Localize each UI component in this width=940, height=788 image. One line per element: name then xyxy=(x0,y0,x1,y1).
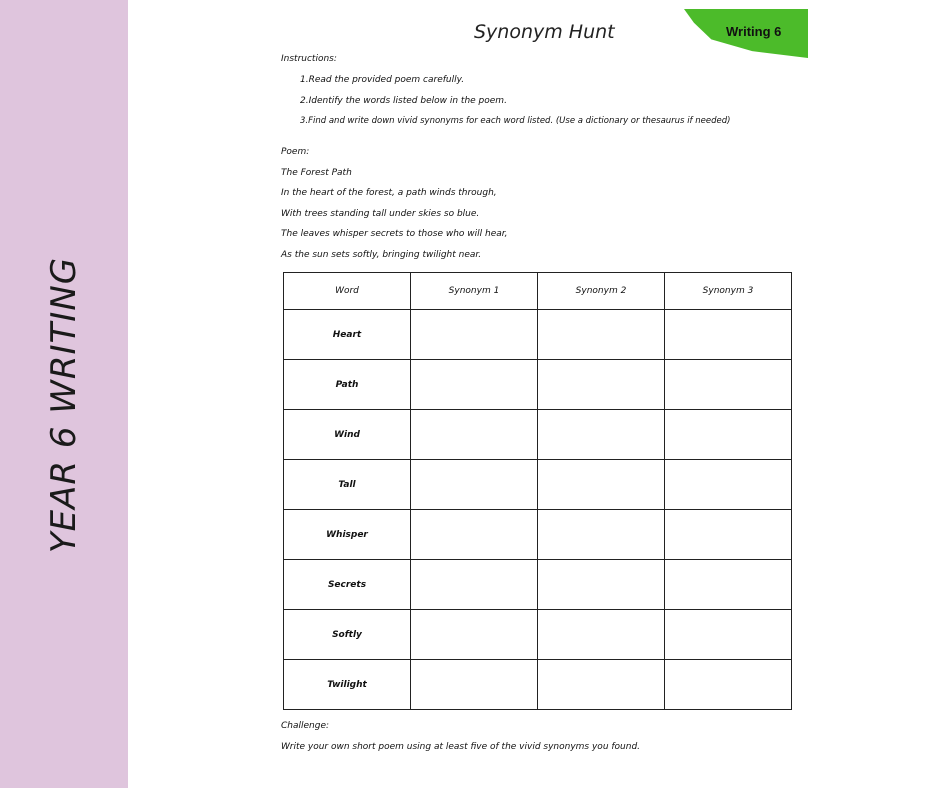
synonym-cell[interactable] xyxy=(411,310,538,360)
synonym-cell[interactable] xyxy=(665,560,792,610)
table-header-row xyxy=(284,273,792,310)
word-cell: Whisper xyxy=(284,510,411,560)
synonym-cell[interactable] xyxy=(665,360,792,410)
table-row xyxy=(284,560,792,610)
table-row xyxy=(284,660,792,710)
synonym-cell[interactable] xyxy=(665,510,792,560)
synonym-cell[interactable] xyxy=(538,360,665,410)
poem-title: The Forest Path xyxy=(281,168,352,178)
synonym-cell[interactable] xyxy=(665,610,792,660)
worksheet-title: Synonym Hunt xyxy=(474,21,615,43)
word-cell: Path xyxy=(284,360,411,410)
synonym-cell[interactable] xyxy=(538,610,665,660)
table-row xyxy=(284,410,792,460)
synonym-cell[interactable] xyxy=(411,410,538,460)
word-cell: Twilight xyxy=(284,660,411,710)
synonym-cell[interactable] xyxy=(538,410,665,460)
worksheet-page xyxy=(128,0,940,788)
synonym-cell[interactable] xyxy=(665,310,792,360)
synonym-cell[interactable] xyxy=(538,560,665,610)
synonym-cell[interactable] xyxy=(538,310,665,360)
synonym-cell[interactable] xyxy=(665,410,792,460)
synonym-table xyxy=(283,272,792,710)
instruction-1: 1.Read the provided poem carefully. xyxy=(300,75,465,85)
synonym-cell[interactable] xyxy=(538,510,665,560)
word-cell: Wind xyxy=(284,410,411,460)
side-label: YEAR 6 WRITING xyxy=(44,256,84,554)
header-synonym-1: Synonym 1 xyxy=(411,273,538,310)
table-row xyxy=(284,510,792,560)
poem-heading: Poem: xyxy=(281,147,310,157)
word-cell: Heart xyxy=(284,310,411,360)
word-cell: Secrets xyxy=(284,560,411,610)
challenge-text: Write your own short poem using at least five of the vivid synonyms you found. xyxy=(281,742,641,752)
poem-line-1: In the heart of the forest, a path winds through, xyxy=(281,188,497,198)
synonym-cell[interactable] xyxy=(538,460,665,510)
header-synonym-3: Synonym 3 xyxy=(665,273,792,310)
header-synonym-2: Synonym 2 xyxy=(538,273,665,310)
synonym-cell[interactable] xyxy=(411,360,538,410)
table-row xyxy=(284,360,792,410)
synonym-cell[interactable] xyxy=(538,660,665,710)
poem-line-2: With trees standing tall under skies so blue. xyxy=(281,209,480,219)
synonym-cell[interactable] xyxy=(665,660,792,710)
synonym-cell[interactable] xyxy=(411,460,538,510)
badge-label: Writing 6 xyxy=(726,24,782,39)
synonym-cell[interactable] xyxy=(411,560,538,610)
instruction-2: 2.Identify the words listed below in the poem. xyxy=(300,96,507,106)
header-word: Word xyxy=(284,273,411,310)
table-row xyxy=(284,460,792,510)
table-row xyxy=(284,310,792,360)
word-cell: Softly xyxy=(284,610,411,660)
table-row xyxy=(284,610,792,660)
instructions-heading: Instructions: xyxy=(281,54,337,64)
word-cell: Tall xyxy=(284,460,411,510)
side-band xyxy=(0,0,128,788)
synonym-cell[interactable] xyxy=(665,460,792,510)
synonym-cell[interactable] xyxy=(411,510,538,560)
instruction-3: 3.Find and write down vivid synonyms for each word listed. (Use a dictionary or thesaurus if needed) xyxy=(300,116,731,126)
poem-line-4: As the sun sets softly, bringing twilight near. xyxy=(281,250,482,260)
challenge-heading: Challenge: xyxy=(281,721,330,731)
synonym-cell[interactable] xyxy=(411,610,538,660)
synonym-cell[interactable] xyxy=(411,660,538,710)
poem-line-3: The leaves whisper secrets to those who will hear, xyxy=(281,229,508,239)
